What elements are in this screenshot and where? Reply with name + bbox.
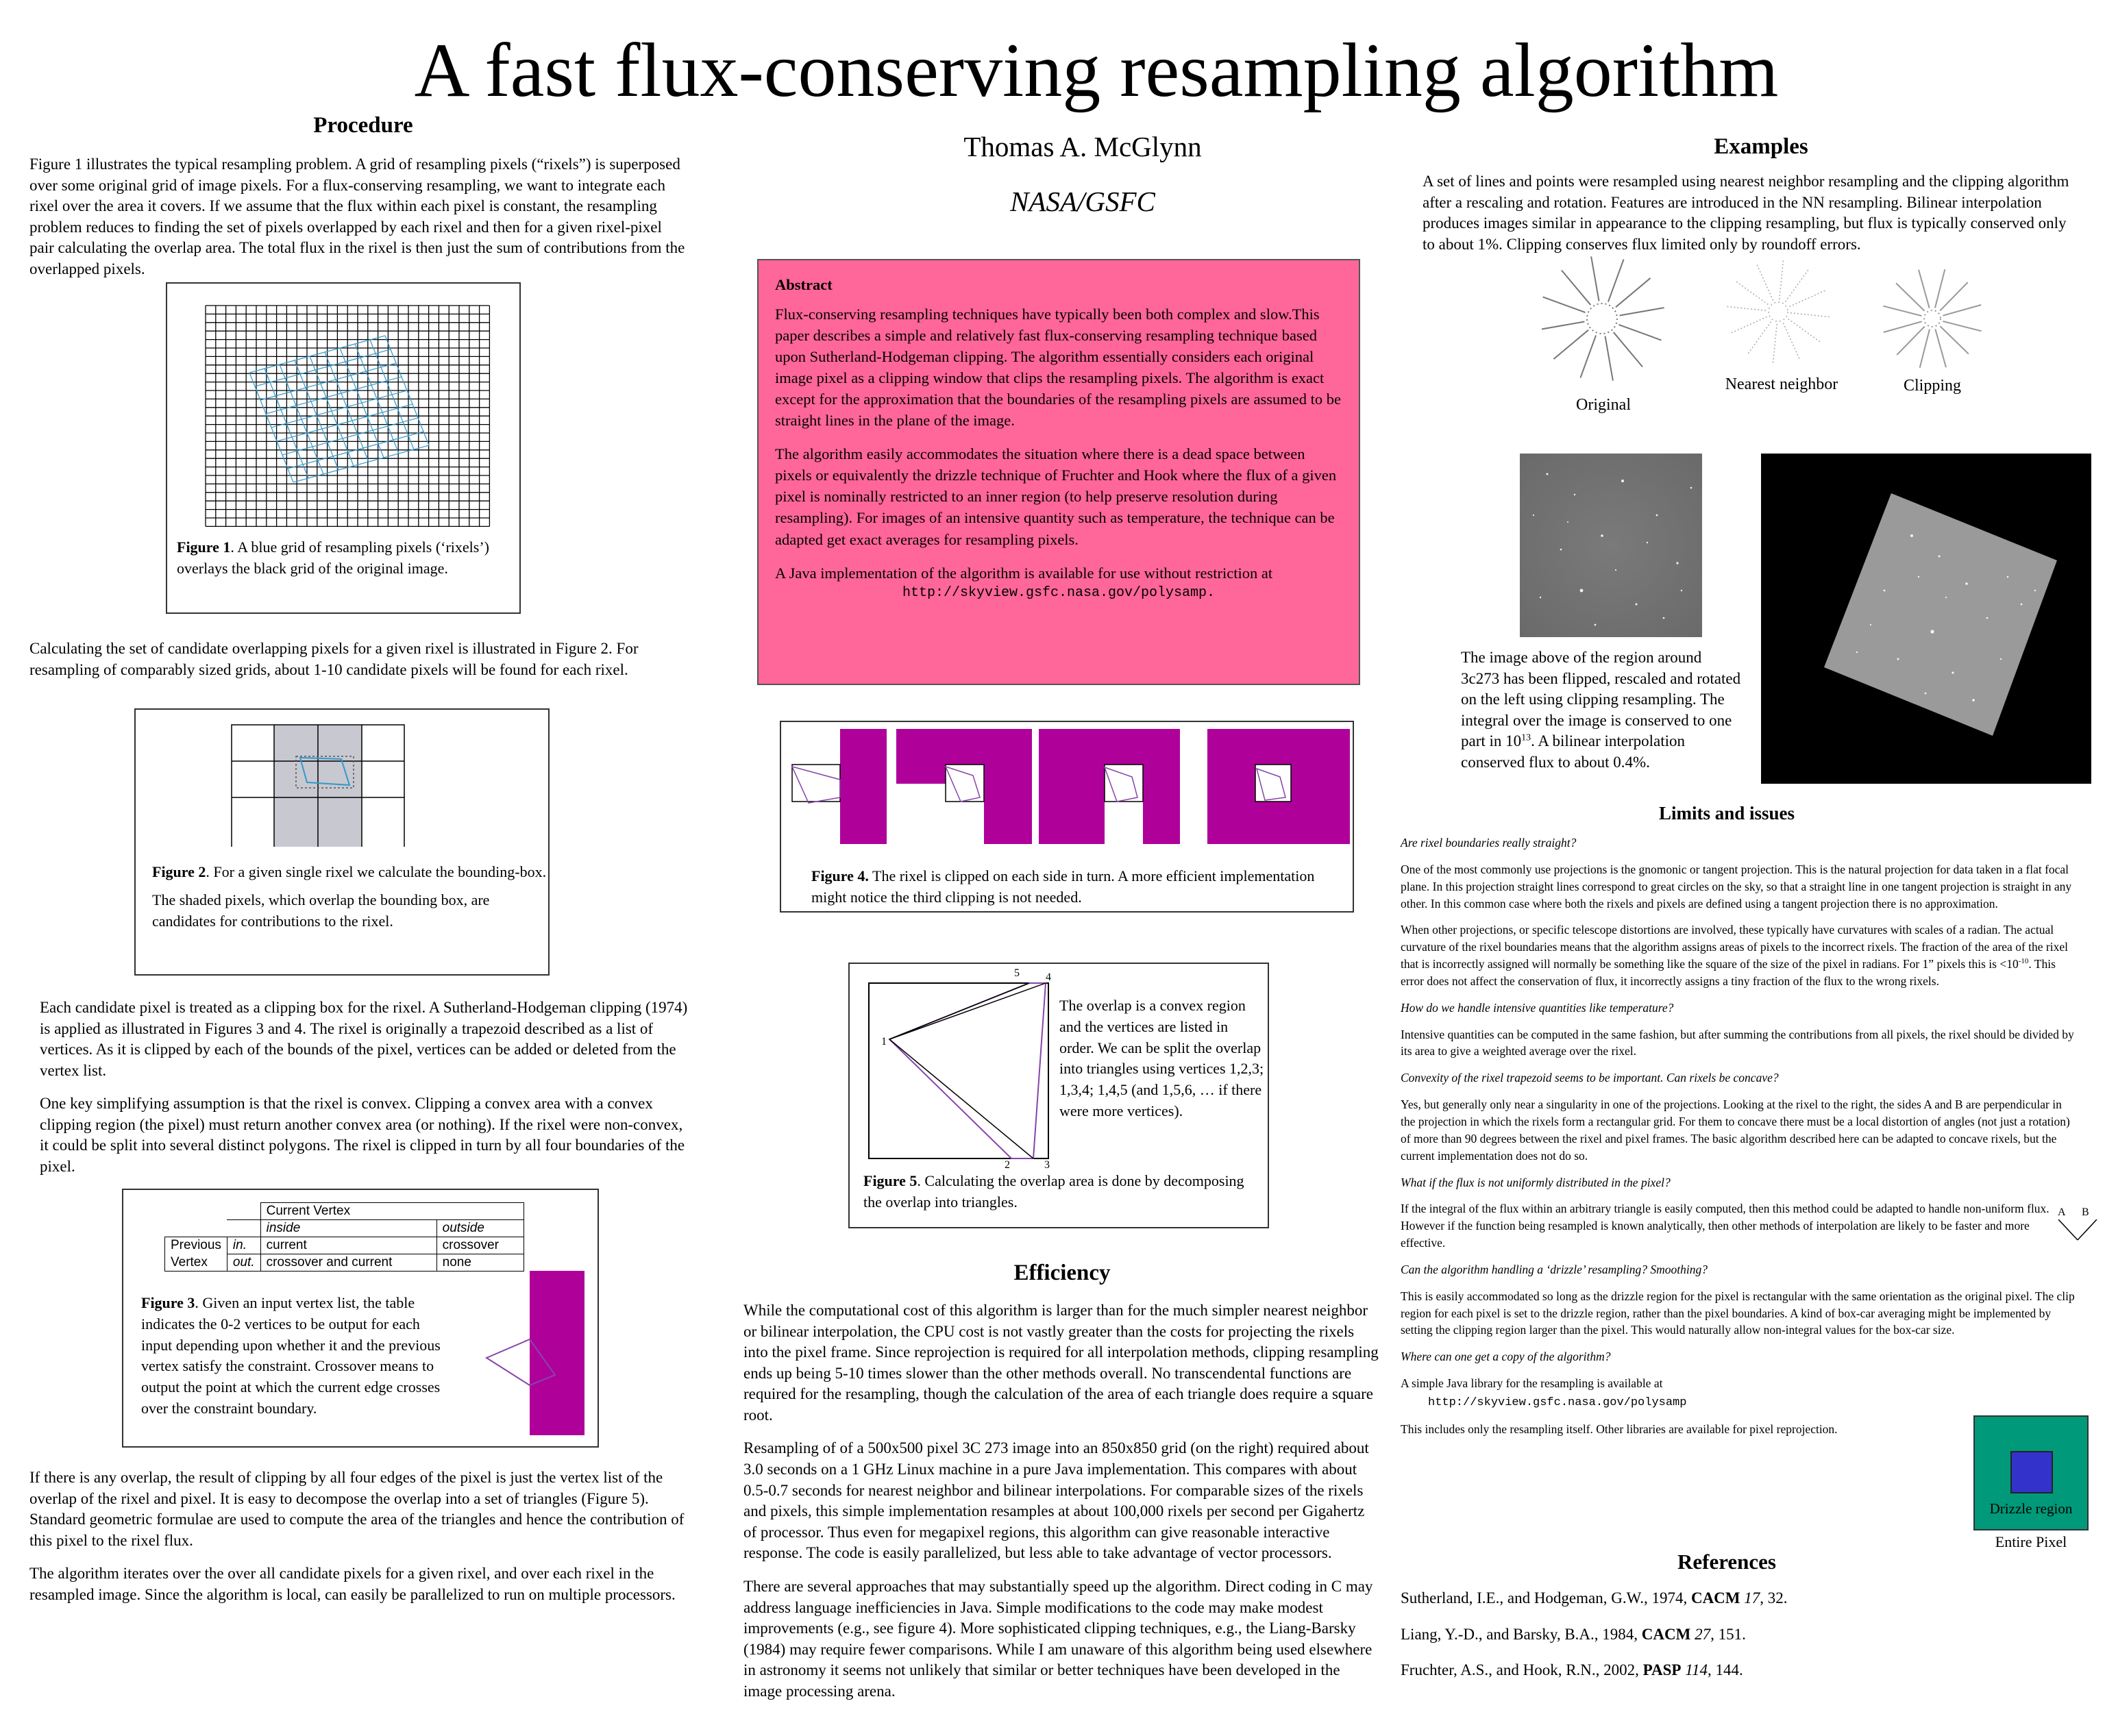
image-caption-a: The image above of the region around 3c273 has been flipped, rescaled and rotated on the left using clipping resampling. The integral over the image is conserved to one part in 10 xyxy=(1461,649,1741,750)
image-3c273-resampled xyxy=(1761,454,2091,784)
limits-a4: If the integral of the flux within an arbitrary triangle is easily computed, then this method could be adapted to handle non-uniform flux. However if the function being resampled is known analytically, then other methods of interpolation are likely to be faster and more effective. xyxy=(1401,1202,2049,1250)
figure-5-caption xyxy=(863,1171,1247,1213)
vertex-table-row-previous: Previous xyxy=(165,1237,227,1254)
pixel-square xyxy=(869,983,1048,1158)
procedure-p4: One key simplifying assumption is that the rixel is convex. Clipping a convex area with a convex clipping region (the pixel) must return another convex area (or nothing). If the rixel were non-convex, it could be split into several distinct polygons. The rixel is clipped in turn by all four boundaries of the pixel. xyxy=(40,1095,685,1176)
limits-a1b-1: When other projections, or specific telescope distortions are involved, these typically have curvatures with scales of a radian. The actual curvature of the rixel boundaries means that the algorithm assigns areas of pixels to the incorrect rixels. The fraction of the area of the rixel that is incorrectly assigned will normally be something like the square of the size of the pixel in radians. For 1” pixels this is <10 xyxy=(1401,923,2068,971)
concave-rixel-graphic xyxy=(2049,1219,2104,1274)
figure-2-graphic xyxy=(136,710,548,847)
vertex-label-2: 2 xyxy=(1005,1159,1010,1169)
limits-a1b-sup: -10 xyxy=(2018,957,2029,966)
procedure-p2: Calculating the set of candidate overlapping pixels for a given rixel is illustrated in Figure 2. For resampling of comparably sized grids, about 1-10 candidate pixels will be found for each rixel. xyxy=(29,640,639,678)
starburst-clipping xyxy=(1878,260,1987,377)
figure-1-caption-text: . A blue grid of resampling pixels (‘rixels’) overlays the black grid of the original image. xyxy=(177,538,490,577)
figure-5-label: Figure 5 xyxy=(863,1172,918,1189)
limits-q3: Convexity of the rixel trapezoid seems to be important. Can rixels be concave? xyxy=(1401,1071,1779,1085)
figure-4-label: Figure 4. xyxy=(811,867,869,884)
figure-3-clip-graphic xyxy=(466,1265,596,1437)
figure-5-text: The overlap is a convex region and the vertices are listed in order. We can be split the overlap into triangles using vertices 1,2,3; 1,3,4; 1,4,5 (and 1,5,6, … if there were more vertices). xyxy=(1059,997,1264,1119)
image-caption-b: . A bilinear interpolation conserved flux to about 0.4%. xyxy=(1461,732,1686,771)
figure-2-caption-2: The shaded pixels, which overlap the bounding box, are candidates for contributions to the rixel. xyxy=(152,891,490,930)
vertex-label-1: 1 xyxy=(881,1036,887,1047)
figure-2 xyxy=(134,708,550,976)
figure-3-label: Figure 3 xyxy=(141,1294,195,1311)
limits-q5: Can the algorithm handling a ‘drizzle’ resampling? Smoothing? xyxy=(1401,1262,1708,1276)
figure-4-graphic xyxy=(781,722,1353,845)
procedure-text-3 xyxy=(40,997,691,1190)
references-heading: References xyxy=(1677,1550,1776,1574)
figure-5-caption-text: . Calculating the overlap area is done by decomposing the overlap into triangles. xyxy=(863,1172,1244,1211)
limits-a1a: One of the most commonly use projections is the gnomonic or tangent projection. This is the natural projection for data taken in a flat focal plane. In this projection straight lines correspond to great circles on the sky, so that a straight line in one tangent projection is straight in any other. In this common case where both the rixels and pixels are defined using a tangent projection there is no approximation. xyxy=(1401,862,2072,910)
procedure-heading: Procedure xyxy=(313,113,413,138)
label-side-a: A xyxy=(2058,1206,2066,1218)
reference-1: Sutherland, I.E., and Hodgeman, G.W., 1974, CACM 17, 32. xyxy=(1401,1589,1788,1607)
vertex-table-col-inside: inside xyxy=(260,1220,436,1237)
limits-q1: Are rixel boundaries really straight? xyxy=(1401,836,1577,850)
vertex-table-header: Current Vertex xyxy=(260,1203,524,1220)
figure-3-caption-text: . Given an input vertex list, the table indicates the 0-2 vertices to be output for each input depending upon whether it and the previous vertex satisfy the constraint. Crossover means to output the point at which the current edge crosses over the constraint boundary. xyxy=(141,1294,441,1417)
abstract-p3: A Java implementation of the algorithm is available for use without restriction at xyxy=(775,564,1273,582)
efficiency-text xyxy=(743,1300,1381,1714)
vertex-label-4: 4 xyxy=(1046,971,1051,983)
label-original: Original xyxy=(1576,396,1631,414)
examples-heading: Examples xyxy=(1714,134,1808,159)
efficiency-p1: While the computational cost of this algorithm is larger than for the much simpler nearest neighbor or bilinear interpolation, the CPU cost is not vastly greater than the costs for projecting the rixels into the pixel frame. Since reprojection is required for all interpolation methods, clipping resampling ends up being 5-10 times slower than the other methods overall. No transcendental functions are required for the resampling, though the calculation of the area of each triangle does require a square root. xyxy=(743,1302,1379,1424)
abstract-box xyxy=(757,259,1360,685)
figure-1-grid-graphic xyxy=(167,284,519,544)
efficiency-p3: There are several approaches that may substantially speed up the algorithm. Direct coding in C may address language inefficiencies in Java. Simple modifications to the code may make modest improvements (e.g., see figure 4). More sophisticated clipping techniques, e.g., the Liang-Barsky (1984) may require fewer comparisons. While I am unaware of this algorithm being used elsewhere in astronomy it seems not unlikely that similar or better techniques have been developed in the image processing arena. xyxy=(743,1577,1373,1700)
limits-a6: A simple Java library for the resampling is available at xyxy=(1401,1376,1663,1391)
clip-boundary-region xyxy=(530,1271,584,1435)
clip-step-1-region xyxy=(840,729,887,844)
limits-url[interactable]: http://skyview.gsfc.nasa.gov/polysamp xyxy=(1428,1396,1687,1409)
figure-1 xyxy=(166,282,521,614)
limits-heading: Limits and issues xyxy=(1658,803,1795,823)
vertex-table-row-vertex: Vertex xyxy=(165,1254,227,1272)
limits-a5: This is easily accommodated so long as the drizzle region for the pixel is rectangular with the same orientation as the original pixel. The clip region for each pixel is set to the drizzle region, rather than the pixel boundaries. A kind of box-car averaging might be implemented by setting the clipping region larger than the pixel. This would naturally allow non-integral values for the box-car size. xyxy=(1401,1289,2075,1337)
limits-a1b xyxy=(1401,921,2076,989)
vertex-table-c22: none xyxy=(436,1254,524,1272)
figure-4 xyxy=(780,721,1354,913)
vertex-table-in: in. xyxy=(227,1237,260,1254)
limits-a2: Intensive quantities can be computed in the same fashion, but after summing the contributions from all pixels, the rixel should be divided by its area to give a weighted average over the rixel. xyxy=(1401,1027,2074,1058)
procedure-p6: The algorithm iterates over the over all candidate pixels for a given rixel, and over each rixel in the resampled image. Since the algorithm is local, can easily be parallelized to run on multiple processors. xyxy=(29,1565,676,1603)
procedure-text-2 xyxy=(29,638,687,693)
figure-5-graphic xyxy=(850,964,1055,1169)
vertex-table-out: out. xyxy=(227,1254,260,1272)
procedure-text-4 xyxy=(29,1467,701,1617)
abstract-p2: The algorithm easily accommodates the situation where there is a dead space between pixels or equivalently the drizzle technique of Fruchter and Hook where the flux of a given pixel is nominally restricted to an inner region (to help preserve resolution during resampling). For images of an intensive quantity such as temperature, the technique can be adapted get exact averages for resampling pixels. xyxy=(775,445,1337,548)
vertex-table-col-outside: outside xyxy=(436,1220,524,1237)
label-nearest-neighbor: Nearest neighbor xyxy=(1725,375,1838,393)
abstract-url[interactable]: http://skyview.gsfc.nasa.gov/polysamp. xyxy=(902,584,1216,601)
author-affiliation: NASA/GSFC xyxy=(1010,186,1155,217)
vertex-table xyxy=(164,1202,524,1272)
drizzle-inner-region xyxy=(2010,1451,2053,1493)
vertex-label-5: 5 xyxy=(1014,967,1020,979)
image-3c273-original xyxy=(1520,454,1702,637)
figure-5 xyxy=(848,963,1269,1228)
figure-2-caption xyxy=(152,862,550,944)
procedure-p1: Figure 1 illustrates the typical resampling problem. A grid of resampling pixels (“rixels”) is superposed over some original grid of image pixels. For a flux-conserving resampling, we want to integrate each rixel over the area it covers. If we assume that the flux within each pixel is constant, the resampling problem reduces to finding the set of pixels overlapped by each rixel and then for a given rixel-pixel pair calculating the overlap area. The total flux in the rixel is then just the sum of contributions from the overlapped pixels. xyxy=(29,156,685,277)
entire-pixel-label: Entire Pixel xyxy=(1995,1533,2067,1550)
image-caption xyxy=(1461,647,1742,773)
procedure-p5: If there is any overlap, the result of clipping by all four edges of the pixel is just the vertex list of the overlap of the rixel and pixel. It is easy to decompose the overlap into a set of triangles (Figure 5). Standard geometric formulae are used to compute the area of the triangles and hence the contribution of this pixel to the rixel flux. xyxy=(29,1469,685,1549)
limits-text xyxy=(1401,834,2076,1448)
drizzle-region-label: Drizzle region xyxy=(1989,1500,2073,1517)
limits-q4: What if the flux is not uniformly distributed in the pixel? xyxy=(1401,1175,1671,1189)
reference-3: Fruchter, A.S., and Hook, R.N., 2002, PASP 114, 144. xyxy=(1401,1661,1743,1679)
references-list xyxy=(1401,1588,2017,1694)
limits-q2: How do we handle intensive quantities like temperature? xyxy=(1401,1000,1674,1015)
starburst-original xyxy=(1542,250,1665,387)
vertex-table-c12: crossover xyxy=(436,1237,524,1254)
reference-2: Liang, Y.-D., and Barsky, B.A., 1984, CACM 27, 151. xyxy=(1401,1625,1746,1643)
limits-a1b-2: . This error does not affect the conservation of flux, it incorrectly assigns a tiny fraction of the flux to the wrong rixels. xyxy=(1401,957,2056,988)
figure-3 xyxy=(122,1189,599,1448)
efficiency-p2: Resampling of of a 500x500 pixel 3C 273 image into an 850x850 grid (on the right) required about 3.0 seconds on a 1 GHz Linux machine in a pure Java implementation. This compares with about 0.5-0.7 seconds for nearest neighbor and bilinear interpolations. For comparable sizes of the rixels and pixels, this simple implementation resamples at about 100,000 rixels per second per Gigahertz of processor. Thus even for megapixel regions, this algorithm can give reasonable interactive response. The code is easily parallelized, but less able to take advantage of vector processors. xyxy=(743,1439,1369,1562)
examples-p1: A set of lines and points were resampled using nearest neighbor resampling and the clipping algorithm after a rescaling and rotation. Features are introduced in the NN resampling. Bilinear interpolation produces images similar in appearance to the clipping resampling, but flux is typically conserved only to about 1%. Clipping conserves flux limited only by roundoff errors. xyxy=(1423,173,2069,253)
abstract-heading: Abstract xyxy=(775,276,833,293)
limits-a3: Yes, but generally only near a singularity in one of the projections. Looking at the rixel to the right, the sides A and B are perpendicular in the projection in which the rixels form a rectangular grid. For them to concave there must be a local distortion of angles (not just a rotation) of more than 90 degrees between the rixel and pixel frames. The basic algorithm described here can be adapted to concave rixels, but the current implementation does not do so. xyxy=(1401,1098,2070,1163)
procedure-text-1 xyxy=(29,154,687,292)
poster-title: A fast flux-conserving resampling algorithm xyxy=(414,28,1779,113)
pixel-grid xyxy=(232,725,404,847)
procedure-p3: Each candidate pixel is treated as a clipping box for the rixel. A Sutherland-Hodgeman clipping (1974) is applied as illustrated in Figures 3 and 4. The rixel is originally a trapezoid described as a list of vertices. As it is clipped by each of the bounds of the pixel, vertices can be added or deleted from the vertex list. xyxy=(40,999,688,1079)
limits-a6b: This includes only the resampling itself. Other libraries are available for pixel reprojection. xyxy=(1401,1422,1838,1437)
figure-1-caption xyxy=(177,537,513,580)
image-caption-sup: 13 xyxy=(1521,732,1531,743)
vertex-table-c21: crossover and current xyxy=(260,1254,436,1272)
figure-3-caption xyxy=(141,1293,443,1419)
efficiency-heading: Efficiency xyxy=(1013,1261,1111,1285)
figure-4-caption-text: The rixel is clipped on each side in turn. A more efficient implementation might notice the third clipping is not needed. xyxy=(811,867,1315,906)
vertex-label-3: 3 xyxy=(1044,1159,1050,1169)
overlap-polygon xyxy=(889,983,1046,1158)
limits-q6: Where can one get a copy of the algorithm? xyxy=(1401,1350,1611,1364)
label-clipping: Clipping xyxy=(1903,377,1961,395)
author-name: Thomas A. McGlynn xyxy=(963,131,1202,162)
abstract-p1: Flux-conserving resampling techniques have typically been both complex and slow.This paper describes a simple and relatively fast flux-conserving resampling technique based upon Sutherland-Hodgeman clipping. The algorithm essentially considers each original image pixel as a clipping window that clips the resampling pixels. The algorithm is exact except for the approximation that the boundaries of the resampling pixels are assumed to be straight lines in the plane of the image. xyxy=(775,306,1341,430)
figure-1-label: Figure 1 xyxy=(177,538,231,556)
figure-2-caption-text: . For a given single rixel we calculate the bounding-box. xyxy=(206,863,547,880)
label-side-b: B xyxy=(2082,1206,2089,1218)
figure-4-caption xyxy=(811,866,1339,908)
figure-2-label: Figure 2 xyxy=(152,863,206,880)
starburst-nearest-neighbor xyxy=(1720,250,1836,373)
drizzle-entire-pixel xyxy=(1973,1415,2089,1530)
vertex-table-c11: current xyxy=(260,1237,436,1254)
